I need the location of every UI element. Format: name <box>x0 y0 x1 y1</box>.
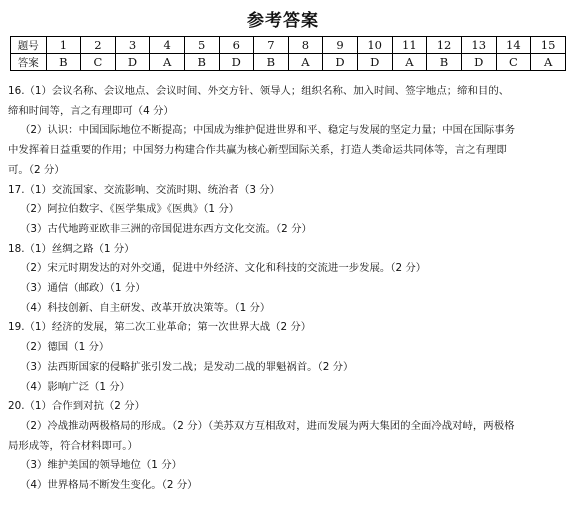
answer-cell: D <box>115 54 150 71</box>
answer-cell: D <box>323 54 358 71</box>
answer-line: （2）德国（1 分） <box>20 341 110 354</box>
answer-cell: A <box>150 54 185 71</box>
answer-line: （2）认识：中国国际地位不断提高；中国成为维护促进世界和平、稳定与发展的坚定力量；中国在国际事务 <box>20 124 515 137</box>
answer-cell: D <box>357 54 392 71</box>
answer-cell: A <box>392 54 427 71</box>
answer-line: （3）通信（邮政）（1 分） <box>20 282 146 295</box>
answer-cell: C <box>81 54 116 71</box>
answer-line: （3）古代地跨亚欧非三洲的帝国促进东西方文化交流。（2 分） <box>20 222 312 235</box>
question-number-row <box>11 37 566 54</box>
answer-line: （2）冷战推动两极格局的形成。（2 分）（美苏双方互相敌对，进而发展为两大集团的全面冷战对峙，两极格 <box>20 419 515 432</box>
question-number: 8 <box>288 37 323 54</box>
question-number: 13 <box>461 37 496 54</box>
question-number: 7 <box>254 37 289 54</box>
question-number: 2 <box>81 37 116 54</box>
answer-line: 中发挥着日益重要的作用；中国努力构建合作共赢为核心新型国际关系，打造人类命运共同体等，言之有理即 <box>8 144 507 157</box>
answer-cell: B <box>254 54 289 71</box>
answer-cell: A <box>531 54 566 71</box>
answer-line: 18.（1）丝绸之路（1 分） <box>8 242 135 255</box>
question-number: 11 <box>392 37 427 54</box>
answer-line: （4）世界格局不断发生变化。（2 分） <box>20 479 198 492</box>
answer-cell: B <box>427 54 462 71</box>
answer-line: 17.（1）交流国家、交流影响、交流时期、统治者（3 分） <box>8 183 281 196</box>
answer-cell: B <box>46 54 81 71</box>
row-label-number: 题号 <box>11 37 47 54</box>
question-number: 14 <box>496 37 531 54</box>
question-number: 6 <box>219 37 254 54</box>
answer-cell: D <box>461 54 496 71</box>
page-title: 参考答案 <box>247 11 319 31</box>
answer-line: （2）阿拉伯数字、《医学集成》《医典》（1 分） <box>20 203 240 216</box>
answer-line: 可。（2 分） <box>8 163 65 176</box>
answer-line: （2）宋元时期发达的对外交通，促进中外经济、文化和科技的交流进一步发展。（2 分） <box>20 262 427 275</box>
answer-cell: B <box>184 54 219 71</box>
answer-explanations <box>8 82 560 496</box>
answer-row <box>11 54 566 71</box>
answer-line: 20.（1）合作到对抗（2 分） <box>8 400 145 413</box>
question-number: 1 <box>46 37 81 54</box>
answer-cell: C <box>496 54 531 71</box>
answer-line: （4）影响广泛（1 分） <box>20 380 131 393</box>
question-number: 12 <box>427 37 462 54</box>
question-number: 3 <box>115 37 150 54</box>
question-number: 5 <box>184 37 219 54</box>
answer-cell: A <box>288 54 323 71</box>
row-label-answer: 答案 <box>11 54 47 71</box>
answer-line: 16.（1）会议名称、会议地点、会议时间、外交方针、领导人；组织名称、加入时间、签字地点；缔和目的、 <box>8 85 510 97</box>
question-number: 4 <box>150 37 185 54</box>
answer-line: 局形成等，符合材料即可。） <box>8 439 138 452</box>
answer-line: （3）维护美国的领导地位（1 分） <box>20 459 182 472</box>
answer-line: （4）科技创新、自主研发、改革开放决策等。（1 分） <box>20 301 271 314</box>
answer-line: （3）法西斯国家的侵略扩张引发二战；是发动二战的罪魁祸首。（2 分） <box>20 360 354 373</box>
question-number: 9 <box>323 37 358 54</box>
answer-line: 缔和时间等，言之有理即可（4 分） <box>8 104 174 117</box>
answer-line: 19.（1）经济的发展，第二次工业革命；第一次世界大战（2 分） <box>8 321 312 334</box>
question-number: 15 <box>531 37 566 54</box>
answer-cell: D <box>219 54 254 71</box>
answer-key-table <box>10 36 566 71</box>
question-number: 10 <box>357 37 392 54</box>
